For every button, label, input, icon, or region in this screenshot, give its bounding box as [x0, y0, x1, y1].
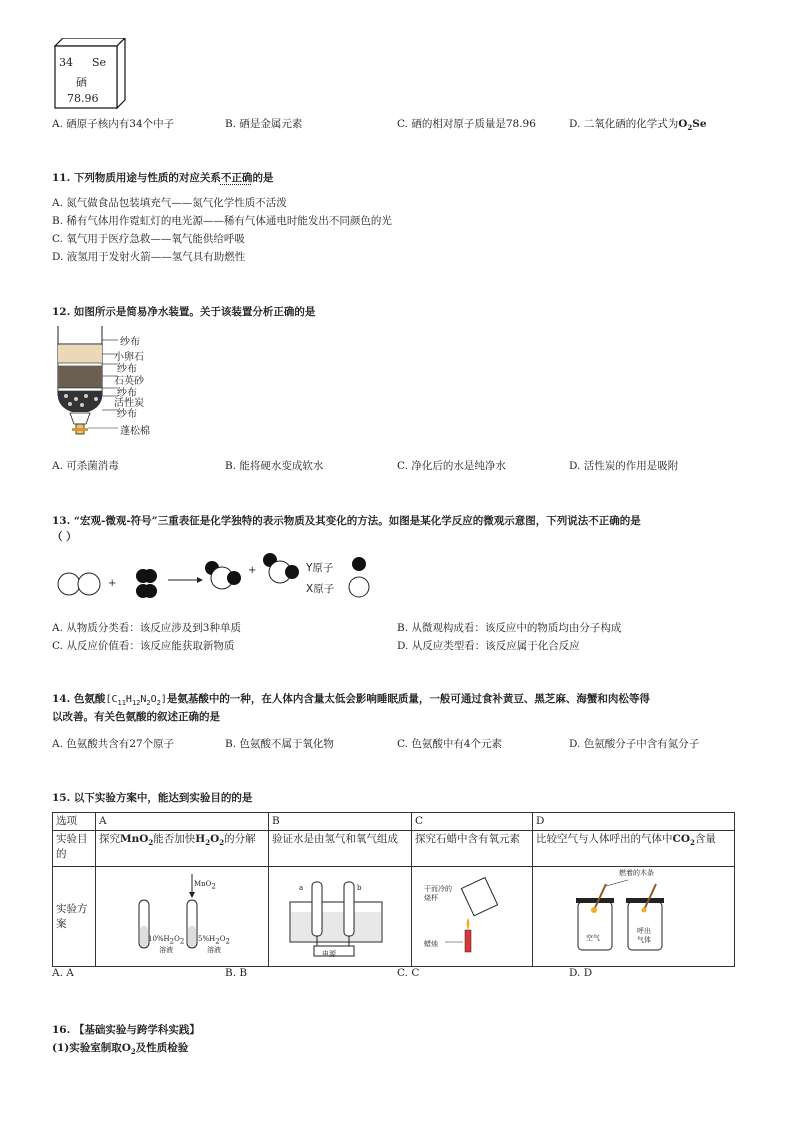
mno2-label: MnO$_2$ — [194, 880, 216, 891]
filter-label-gauze-3: 纱布 — [117, 388, 137, 399]
row-label: 实验目的 — [53, 831, 96, 867]
q15-option-b[interactable]: B. B — [225, 967, 248, 979]
plan-c-figure — [412, 867, 533, 967]
q14-option-d[interactable]: D. 色氨酸分子中含有氮分子 — [569, 738, 700, 750]
q11-title: 11. 下列物质用途与性质的对应关系不正确的是 — [52, 172, 274, 184]
atomic-number: 34 — [59, 56, 73, 69]
q10-option-a[interactable]: A. 硒原子核内有34个中子 — [52, 118, 175, 130]
q15-option-a[interactable]: A. A — [52, 967, 74, 979]
electrolysis-figure — [272, 868, 408, 960]
q10-option-c[interactable]: C. 硒的相对原子质量是78.96 — [397, 118, 536, 130]
q15-option-d[interactable]: D. D — [569, 967, 593, 979]
q14-option-a[interactable]: A. 色氨酸共含有27个原子 — [52, 738, 175, 750]
dry-cold-beaker-label: 干而冷的烧杯 — [424, 885, 452, 902]
reaction-diagram — [52, 550, 382, 606]
table-header-row — [53, 813, 735, 831]
q14-title-line2: 以改善。有关色氨酸的叙述正确的是 — [52, 711, 220, 723]
q12-option-b[interactable]: B. 能将硬水变成软水 — [225, 460, 324, 472]
filter-label-gauze-1: 纱布 — [120, 337, 140, 348]
purpose-a: 探究MnO$_2$能否加快$H_2O_2$的分解 — [96, 831, 269, 867]
water-filter-diagram — [52, 326, 122, 446]
q13-option-a[interactable]: A. 从物质分类看：该反应涉及到3种单质 — [52, 622, 241, 634]
power-source-label: 电源 — [322, 950, 336, 958]
q14-title: 14. 色氨酸$[C_{11}H_{12}N_2O_2]$是氨基酸中的一种，在人体内含量太低会影响睡眠质量，一般可通过食补黄豆、黑芝麻、海蟹和肉松等得 — [52, 693, 650, 707]
header-cell: 选项 — [53, 813, 96, 831]
electrode-a-label: a — [299, 884, 304, 892]
q11-option-c[interactable]: C. 氧气用于医疗急救——氧气能供给呼吸 — [52, 233, 245, 245]
q12-option-d[interactable]: D. 活性炭的作用是吸附 — [569, 460, 679, 472]
filter-label-quartz-sand: 石英砂 — [114, 376, 144, 387]
element-name: 硒 — [76, 76, 87, 89]
filter-label-gauze-4: 纱布 — [117, 409, 137, 420]
q14-option-c[interactable]: C. 色氨酸中有4个元素 — [397, 738, 503, 750]
candle-label: 蜡烛 — [424, 940, 438, 948]
purpose-b: 验证水是由氢气和氧气组成 — [269, 831, 412, 867]
solution-left-label: $10\%H_2O_2$ 溶液 — [148, 935, 185, 955]
purpose-c: 探究石蜡中含有氧元素 — [412, 831, 533, 867]
row-label: 实验方案 — [53, 867, 96, 967]
q10-option-b[interactable]: B. 硒是金属元素 — [225, 118, 303, 130]
purpose-d: 比较空气与人体呼出的气体中$CO_2$含量 — [533, 831, 735, 867]
q12-option-a[interactable]: A. 可杀菌消毒 — [52, 460, 119, 472]
burning-stick-label: 燃着的木条 — [619, 869, 654, 877]
q14-option-b[interactable]: B. 色氨酸不属于氧化物 — [225, 738, 334, 750]
plan-d-figure — [533, 867, 735, 967]
table-row-purpose — [53, 831, 735, 867]
plan-b-figure — [269, 867, 412, 967]
q16-subtitle: (1)实验室制取$O_2$及性质检验 — [52, 1042, 189, 1057]
header-cell: A — [96, 813, 269, 831]
table-row-plan — [53, 867, 735, 967]
q11-option-a[interactable]: A. 氮气做食品包装填充气——氮气化学性质不活泼 — [52, 197, 287, 209]
legend-atoms — [346, 554, 376, 602]
q13-option-d[interactable]: D. 从反应类型看：该反应属于化合反应 — [397, 640, 580, 652]
q13-option-c[interactable]: C. 从反应价值看：该反应能获取新物质 — [52, 640, 235, 652]
q12-option-c[interactable]: C. 净化后的水是纯净水 — [397, 460, 506, 472]
header-cell: B — [269, 813, 412, 831]
electrode-b-label: b — [357, 884, 362, 892]
plan-a-figure — [96, 867, 269, 967]
plus-sign-1: + — [108, 578, 117, 589]
filter-label-gauze-2: 纱布 — [117, 364, 137, 375]
exhaled-gas-label: 呼出气体 — [637, 927, 651, 944]
air-label: 空气 — [586, 934, 600, 942]
q15-title: 15. 以下实验方案中，能达到实验目的的是 — [52, 792, 253, 804]
q12-title: 12. 如图所示是简易净水装置。关于该装置分析正确的是 — [52, 306, 316, 318]
q10-option-d[interactable]: D. 二氧化硒的化学式为$O_2Se$ — [569, 118, 707, 133]
q11-option-b[interactable]: B. 稀有气体用作霓虹灯的电光源——稀有气体通电时能发出不同颜色的光 — [52, 215, 392, 227]
header-cell: C — [412, 813, 533, 831]
gas-bottles-figure — [536, 868, 731, 960]
q11-option-d[interactable]: D. 液氢用于发射火箭——氢气具有助燃性 — [52, 251, 246, 263]
filter-label-activated-carbon: 活性炭 — [114, 398, 144, 409]
q13-title-blank: （ ） — [52, 531, 77, 543]
atomic-mass: 78.96 — [67, 92, 99, 105]
q13-option-b[interactable]: B. 从微观构成看：该反应中的物质均由分子构成 — [397, 622, 622, 634]
q15-table — [52, 812, 735, 967]
filter-label-cotton: 蓬松棉 — [120, 426, 150, 437]
legend-x-atom: X原子 — [306, 583, 335, 595]
q13-title: 13. “宏观-微观-符号”三重表征是化学独特的表示物质及其变化的方法。如图是某化学反应的微观示意图，下列说法不正确的是 — [52, 515, 641, 527]
plus-sign-2: + — [248, 565, 257, 576]
solution-right-label: $5\%H_2O_2$ 溶液 — [198, 935, 230, 955]
header-cell: D — [533, 813, 735, 831]
q16-title: 16. 【基础实验与跨学科实践】 — [52, 1024, 200, 1036]
legend-y-atom: Y原子 — [306, 562, 334, 574]
filter-label-pebbles: 小卵石 — [114, 352, 144, 363]
element-symbol: Se — [92, 56, 107, 69]
q15-option-c[interactable]: C. C — [397, 967, 420, 979]
